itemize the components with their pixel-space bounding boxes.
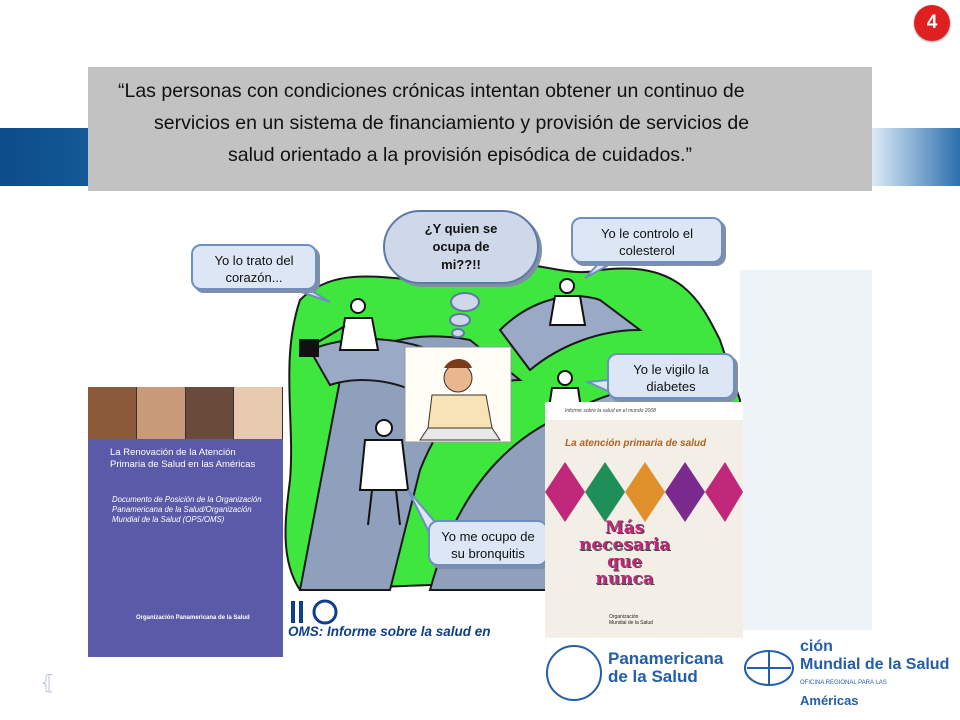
bubble-bronchitis-line-1: Yo me ocupo de (441, 529, 535, 544)
bubble-diabetes-line-1: Yo le vigilo la (633, 362, 709, 377)
oms-name (800, 638, 949, 710)
cover-right-header: Informe sobre la salud en el mundo 2008 (565, 408, 656, 414)
oms-name-line-2: Mundial de la Salud (800, 656, 950, 673)
ops-name (608, 650, 723, 686)
bubble-cholesterol (571, 217, 723, 263)
cover-left-subtitle: Documento de Posición de la Organización Panamericana de la Salud/Organización Mundial de la Salud (OPS/OMS) (112, 495, 262, 524)
thought-dot-3 (452, 329, 464, 337)
oms-regional-office: OFICINA REGIONAL PARA LAS (800, 680, 887, 686)
cover-right-title: La atención primaria de salud (565, 438, 707, 449)
slide-number-badge: 4 (914, 5, 950, 41)
bubble-cholesterol-line-1: Yo le controlo el (600, 226, 694, 241)
thought-line-2: ocupa de (432, 239, 490, 254)
bubble-diabetes-line-2: diabetes (646, 379, 696, 394)
ops-name-line-2: de la Salud (608, 667, 698, 686)
oms-mini-logo (289, 599, 345, 625)
headline-line-3: que (607, 552, 643, 572)
cover-pattern (545, 462, 743, 522)
quote-line-1: “Las personas con condiciones crónicas intentan obtener un continuo de (118, 80, 745, 102)
footer-left-mark: ⦃ (40, 672, 55, 694)
thought-line-1: ¿Y quien se (424, 221, 498, 236)
quote-line-2: servicios en un sistema de financiamiento y provisión de servicios de (154, 112, 750, 134)
cover-photos (88, 387, 283, 439)
headline-line-4: nunca (595, 569, 654, 589)
bubble-heart-line-2: corazón... (225, 270, 283, 285)
decor-panel (740, 270, 872, 630)
report-cover-left (88, 387, 283, 657)
oms-caption: OMS: Informe sobre la salud en (288, 624, 491, 639)
thought-cloud (383, 210, 539, 284)
quote-line-3: salud orientado a la provisión episódica de cuidados.” (228, 144, 692, 166)
thought-dot-2 (450, 314, 470, 326)
thought-dot-1 (451, 293, 479, 311)
headline-line-1: Más (604, 518, 645, 538)
cover-left-title: La Renovación de la Atención Primaria de Salud en las Américas (110, 447, 256, 470)
cover-right-headline (579, 520, 670, 588)
bubble-heart (191, 244, 317, 290)
oms-name-line-1: ción (800, 638, 833, 655)
ops-name-line-1: Panamericana (608, 649, 724, 668)
ops-logo-icon (546, 645, 602, 701)
bubble-diabetes (607, 353, 735, 399)
oms-region: Américas (800, 693, 859, 708)
cover-right-org-line-1: Organización (609, 614, 639, 620)
cover-right-org (609, 614, 653, 626)
cover-right-org-line-2: Mundial de la Salud (609, 620, 653, 626)
bubble-bronchitis (428, 520, 548, 566)
bubble-cholesterol-line-2: colesterol (619, 243, 675, 258)
oms-logo-icon (742, 648, 796, 688)
thought-line-3: mi??!! (441, 257, 481, 272)
bubble-bronchitis-line-2: su bronquitis (451, 546, 525, 561)
headline-line-2: necesaria (579, 535, 671, 555)
cover-left-org: Organización Panamericana de la Salud (136, 615, 250, 621)
report-cover-right (545, 402, 743, 638)
bubble-heart-line-1: Yo lo trato del (214, 253, 294, 268)
